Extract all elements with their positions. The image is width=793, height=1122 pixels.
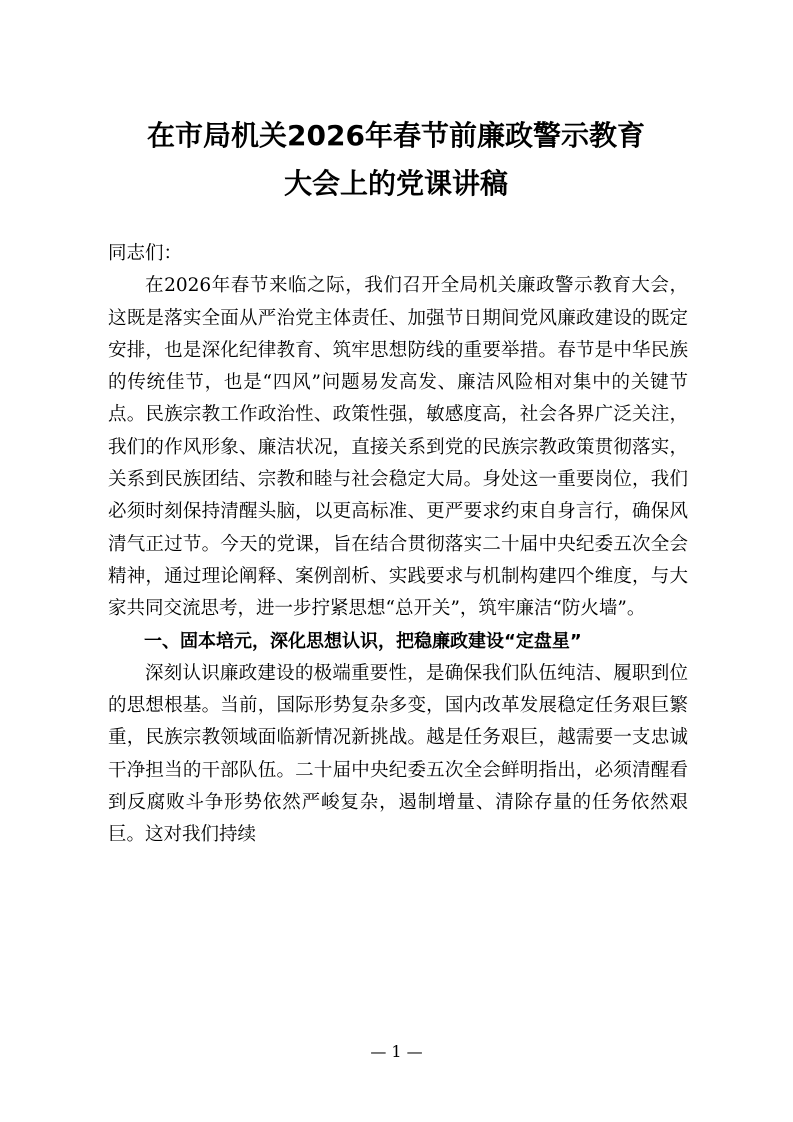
document-body xyxy=(108,238,688,852)
salutation: 同志们： xyxy=(108,243,183,264)
section-1-paragraph: 深刻认识廉政建设的极端重要性，是确保我们队伍纯洁、履职到位的思想根基。当前，国际形势复杂多变，国内改革发展稳定任务艰巨繁重，民族宗教领域面临新情况新挑战。越是任务艰巨，越需要一支忠诚干净担当的干部队伍。二十届中央纪委五次全会鲜明指出，必须清醒看到反腐败斗争形势依然严峻复杂，遏制增量、清除存量的任务依然艰巨。这对我们持续 xyxy=(108,662,688,846)
page-number: — 1 — xyxy=(370,1042,423,1061)
intro-paragraph: 在2026年春节来临之际，我们召开全局机关廉政警示教育大会，这既是落实全面从严治党主体责任、加强节日期间党风廉政建设的既定安排，也是深化纪律教育、筑牢思想防线的重要举措。春节是中华民族的传统佳节，也是“四风”问题易发高发、廉洁风险相对集中的关键节点。民族宗教工作政治性、政策性强，敏感度高，社会各界广泛关注，我们的作风形象、廉洁状况，直接关系到党的民族宗教政策贯彻落实，关系到民族团结、宗教和睦与社会稳定大局。身处这一重要岗位，我们必须时刻保持清醒头脑，以更高标准、更严要求约束自身言行，确保风清气正过节。今天的党课，旨在结合贯彻落实二十届中央纪委五次全会精神，通过理论阐释、案例剖析、实践要求与机制构建四个维度，与大家共同交流思考，进一步拧紧思想“总开关”，筑牢廉洁“防火墙”。 xyxy=(108,275,688,620)
document-title xyxy=(96,112,696,208)
title-line-2: 大会上的党课讲稿 xyxy=(283,167,508,200)
title-line-1: 在市局机关2026年春节前廉政警示教育 xyxy=(147,119,645,152)
section-heading-1: 一、固本培元，深化思想认识，把稳廉政建设“定盘星” xyxy=(144,630,582,652)
